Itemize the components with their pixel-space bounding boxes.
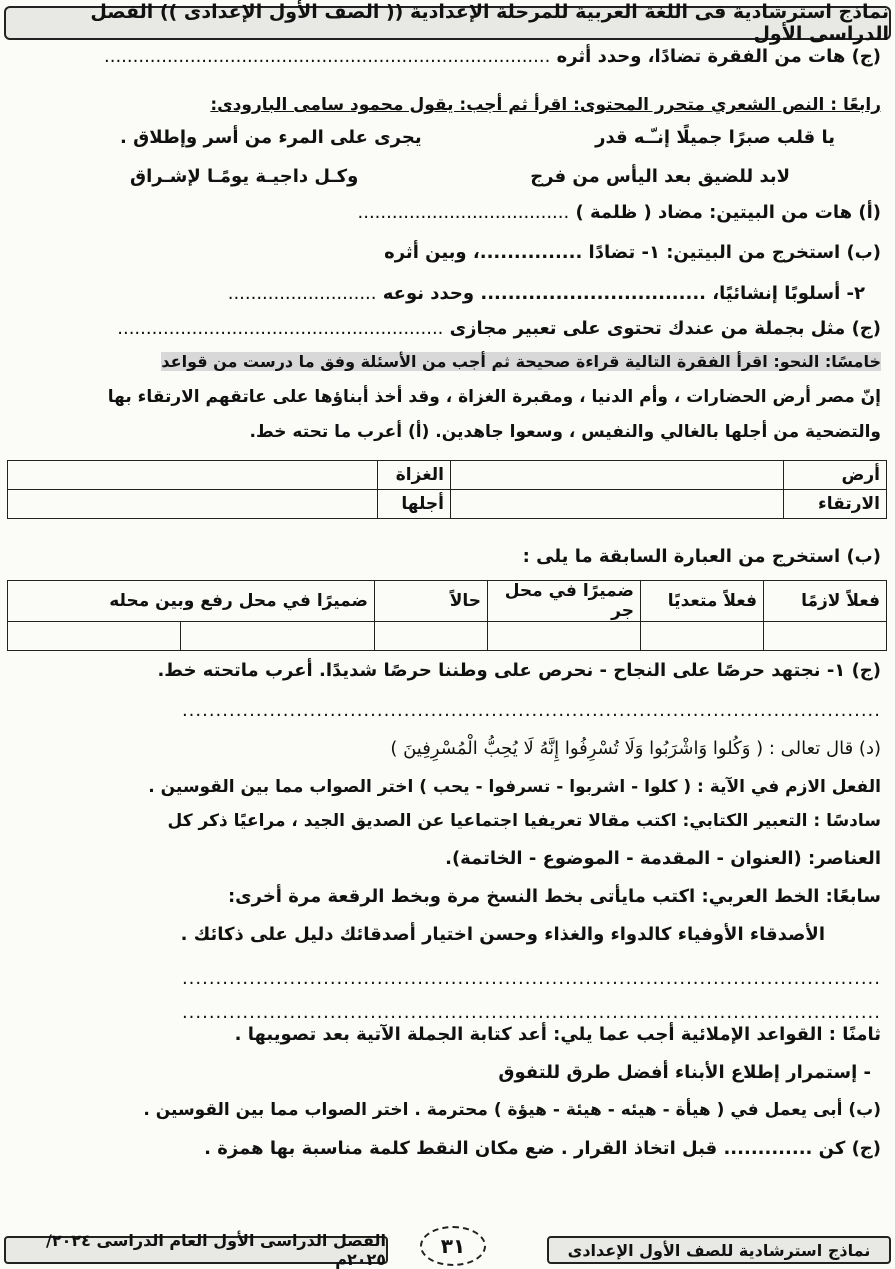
answer-dots: ........................................................................................................ [181,968,881,989]
q-text: (ج) مثل بجملة من عندك تحتوى على تعبير مجازى [449,318,881,339]
verse-2-first: لابد للضيق بعد اليأس من فرج [530,166,790,187]
table-cell[interactable] [181,622,375,651]
table-cell[interactable] [451,461,784,490]
answer-dots: ........................................................................................................ [181,1002,881,1023]
table-row [8,490,887,519]
verse-1-second: يجرى على المرء من أسر وإطلاق . [120,127,422,148]
q-b2-line [14,283,865,304]
table-header-row [8,581,887,622]
table-cell[interactable] [451,490,784,519]
q-text: (ج) هات من الفقرة تضادًا، وحدد أثره [556,46,881,67]
section-7-title: سابعًا: الخط العربي: اكتب مايأتى بخط النسخ مرة وبخط الرقعة مرة أخرى: [227,886,881,907]
table-cell: أرض [784,461,887,490]
section-8-title: ثامنًا : القواعد الإملائية أجب عما يلي: أعد كتابة الجملة الآتية بعد تصويبها . [234,1024,881,1045]
table-cell: أجلها [378,490,451,519]
answer-dots: ........................................................................................................ [181,700,881,721]
page-header: نماذج استرشادية فى اللغة العربية للمرحلة الإعدادية (( الصف الأول الإعدادى )) الفصل الدراسى الأول [4,6,891,40]
q-antonym-line [14,46,881,67]
table-row [8,461,887,490]
grammar-passage-2: والتضحية من أجلها بالغالي والنفيس ، وسعوا جاهدين. (أ) أعرب ما تحته خط. [249,422,881,442]
answer-dots: .......................... [227,283,377,304]
spelling-sentence: - إستمرار إطلاع الأبناء أفضل طرق للتفوق [498,1062,871,1083]
verse-2-second: وكـل داجيـة يومًـا لإشـراق [130,166,359,187]
table-header: فعلاً متعديًا [641,581,764,622]
table-cell: الغزاة [378,461,451,490]
section-5-text: خامسًا: النحو: اقرأ الفقرة التالية قراءة صحيحة ثم أجب من الأسئلة وفق ما درست من قواعد [161,352,881,371]
section-6-title: سادسًا : التعبير الكتابي: اكتب مقالا تعريفيا اجتماعيا عن الصديق الجيد ، مراعيًا ذكر كل [167,811,881,831]
table-cell[interactable] [8,622,181,651]
q-extract-line: (ب) استخرج من العبارة السابقة ما يلى : [522,546,881,567]
table-cell: الارتقاء [784,490,887,519]
table-cell[interactable] [8,461,378,490]
grammar-passage-1: إنّ مصر أرض الحضارات ، وأم الدنيا ، ومقبرة الغزاة ، وقد أخذ أبناؤها على عاتقهم الارتقاء بها [107,387,881,407]
table-cell[interactable] [488,622,641,651]
q-a-line [14,202,881,223]
table-header: حالاً [375,581,488,622]
table-header: ضميرًا في محل جر [488,581,641,622]
q-hamza-choice: (ب) أبى يعمل في ( هيأة - هيئه - هيئة - هيؤة ) محترمة . اختر الصواب مما بين القوسين . [143,1100,881,1120]
q-hamza-fill: (ج) كن ............. قبل اتخاذ القرار . ضع مكان النقط كلمة مناسبة بها همزة . [204,1138,881,1159]
section-6-elements: العناصر: (العنوان - المقدمة - الموضوع - الخاتمة). [445,848,881,869]
answer-dots: ......................................................... [117,318,444,339]
q-c-line [14,318,881,339]
answer-dots: ..................................... [357,202,570,223]
parsing-table [7,460,887,519]
q-b-line: (ب) استخرج من البيتين: ١- تضادًا ...............، وبين أثره [384,242,881,263]
footer-left: الفصل الدراسى الأول العام الدراسى ٢٠٢٤/ ٢٠٢٥م [4,1236,388,1264]
page-number: ٣١ [420,1226,486,1266]
extract-table [7,580,887,651]
section-5-title [14,352,881,371]
q-parse-line: (ج) ١- نجتهد حرصًا على النجاح - نحرص على وطننا حرصًا شديدًا. أعرب ماتحته خط. [157,660,881,681]
table-header: ضميرًا في محل رفع وبين محله [8,581,375,622]
q-intransitive: الفعل الازم في الآية : ( كلوا - اشربوا - تسرفوا - يحب ) اختر الصواب مما بين القوسين . [148,777,881,797]
table-header: فعلاً لازمًا [764,581,887,622]
table-cell[interactable] [8,490,378,519]
table-cell[interactable] [641,622,764,651]
footer-right: نماذج استرشادية للصف الأول الإعدادى [547,1236,891,1264]
table-row [8,622,887,651]
table-cell[interactable] [764,622,887,651]
quran-verse: (د) قال تعالى : ( وَكُلوا وَاشْرَبُوا وَلَا تُسْرِفُوا إِنَّهُ لَا يُحِبُّ الْمُسْرِفِينَ ) [390,738,881,759]
table-cell[interactable] [375,622,488,651]
q-text: ٢- أسلوبًا إنشائيًا، ................................. وحدد نوعه [382,283,865,304]
calligraphy-sentence: الأصدقاء الأوفياء كالدواء والغذاء وحسن اختيار أصدقائك دليل على ذكائك . [180,924,825,945]
section-4-title: رابعًا : النص الشعري متحرر المحتوى: اقرأ ثم أجب: يقول محمود سامى البارودى: [210,95,881,115]
answer-dots: .............................................................................. [104,46,551,67]
q-text: (أ) هات من البيتين: مضاد ( ظلمة ) [575,202,881,223]
verse-1-first: يا قلب صبرًا جميلًا إنـّـه قدر [595,127,835,148]
